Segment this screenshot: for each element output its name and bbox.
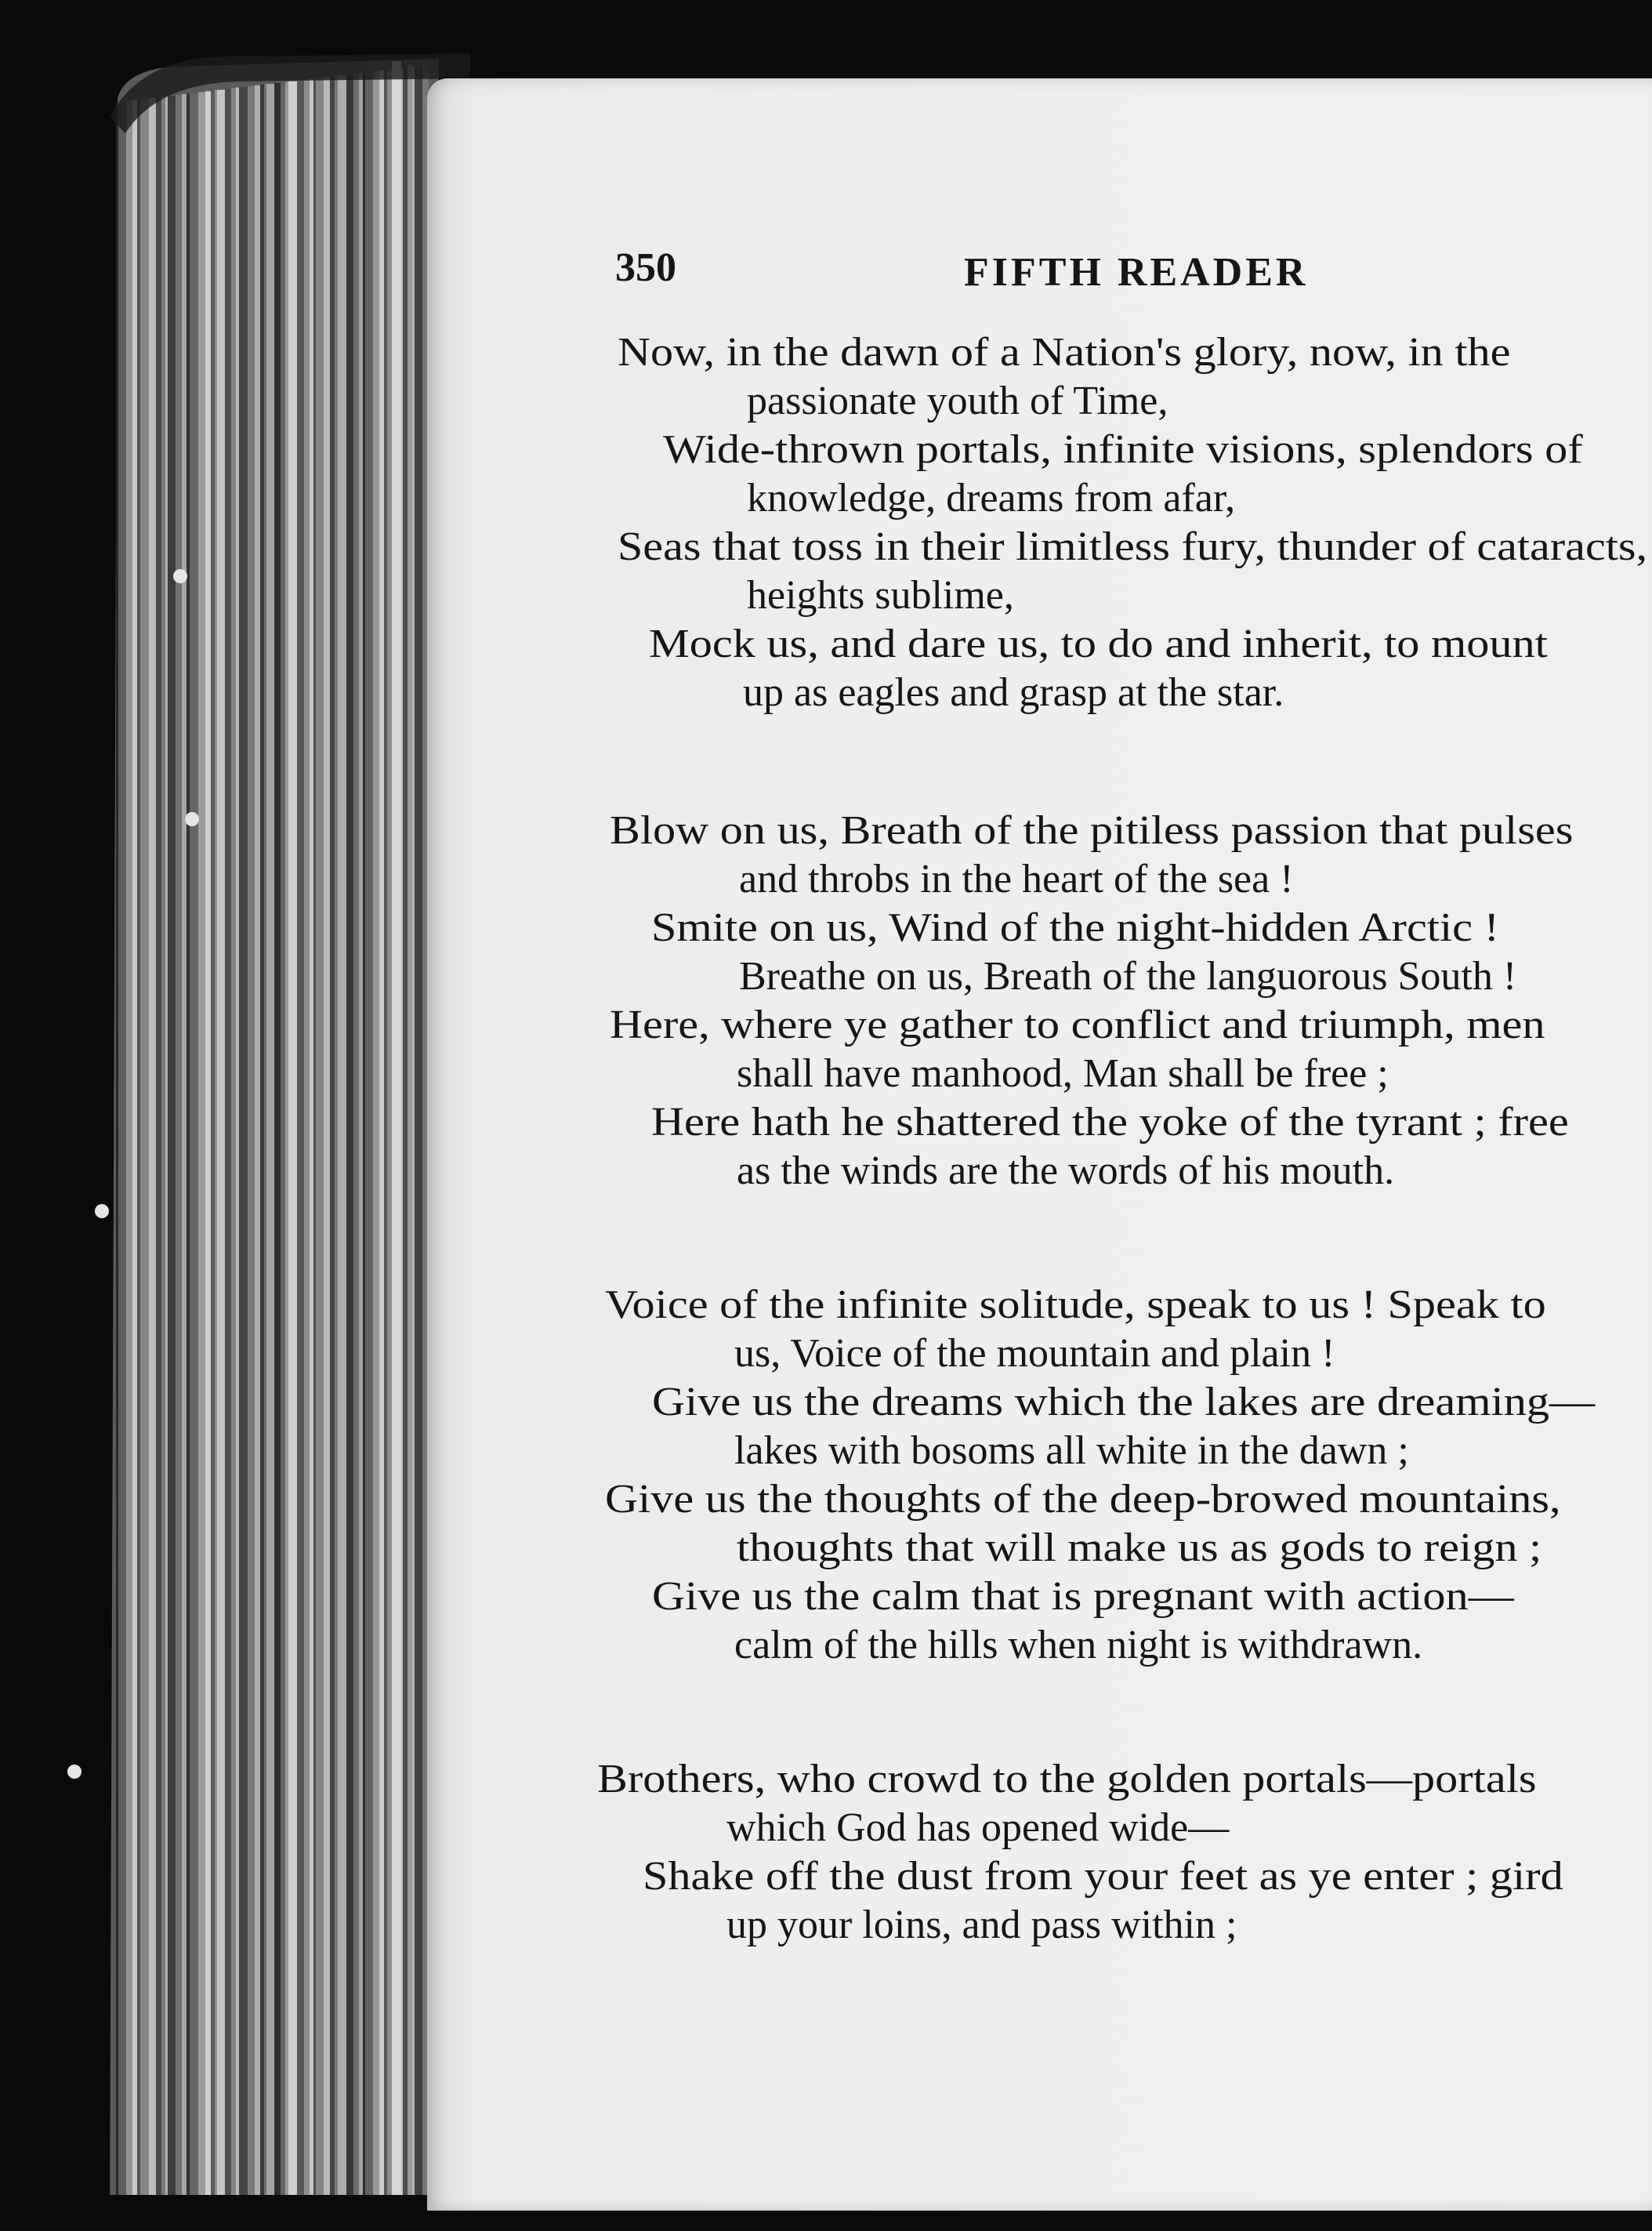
poem-line: Here hath he shattered the yoke of the tyrant ; free: [651, 1100, 1569, 1145]
poem-line: up as eagles and grasp at the star.: [743, 670, 1284, 715]
poem-line: Blow on us, Breath of the pitiless passion that pulses: [610, 808, 1574, 853]
poem-line: Brothers, who crowd to the golden portals—portals: [597, 1757, 1537, 1801]
poem-line: Give us the dreams which the lakes are dreaming—: [652, 1380, 1596, 1424]
poem-line: Mock us, and dare us, to do and inherit, to mount: [649, 622, 1548, 666]
poem-line: Now, in the dawn of a Nation's glory, now, in the: [618, 330, 1511, 375]
poem-line: knowledge, dreams from afar,: [747, 476, 1236, 521]
poem-line: us, Voice of the mountain and plain !: [734, 1331, 1335, 1376]
poem-line: Give us the calm that is pregnant with action—: [652, 1574, 1514, 1619]
poem-line: thoughts that will make us as gods to reign ;: [737, 1525, 1542, 1570]
page-number: 350: [615, 245, 676, 290]
poem-line: which God has opened wide—: [726, 1805, 1230, 1850]
poem-line: passionate youth of Time,: [747, 379, 1168, 423]
poem-line: Breathe on us, Breath of the languorous South !: [739, 954, 1517, 999]
poem-line: calm of the hills when night is withdrawn.: [734, 1623, 1423, 1667]
poem-line: and throbs in the heart of the sea !: [739, 857, 1294, 901]
poem-line: Shake off the dust from your feet as ye enter ; gird: [643, 1854, 1563, 1899]
poem-line: Give us the thoughts of the deep-browed mountains,: [605, 1477, 1561, 1522]
poem-line: shall have manhood, Man shall be free ;: [737, 1051, 1389, 1096]
poem-line: Wide-thrown portals, infinite visions, splendors of: [663, 427, 1583, 472]
poem-line: up your loins, and pass within ;: [726, 1903, 1237, 1947]
poem-line: as the winds are the words of his mouth.: [737, 1148, 1395, 1193]
poem-line: heights sublime,: [747, 573, 1014, 618]
running-head: FIFTH READER: [964, 250, 1309, 295]
poem-line: Smite on us, Wind of the night-hidden Arctic !: [651, 905, 1499, 950]
poem-line: Voice of the infinite solitude, speak to us ! Speak to: [605, 1282, 1546, 1327]
poem-line: Seas that toss in their limitless fury, thunder of cataracts,: [618, 524, 1647, 569]
poem-line: Here, where ye gather to conflict and triumph, men: [610, 1003, 1545, 1047]
poem-line: lakes with bosoms all white in the dawn ;: [734, 1428, 1409, 1473]
